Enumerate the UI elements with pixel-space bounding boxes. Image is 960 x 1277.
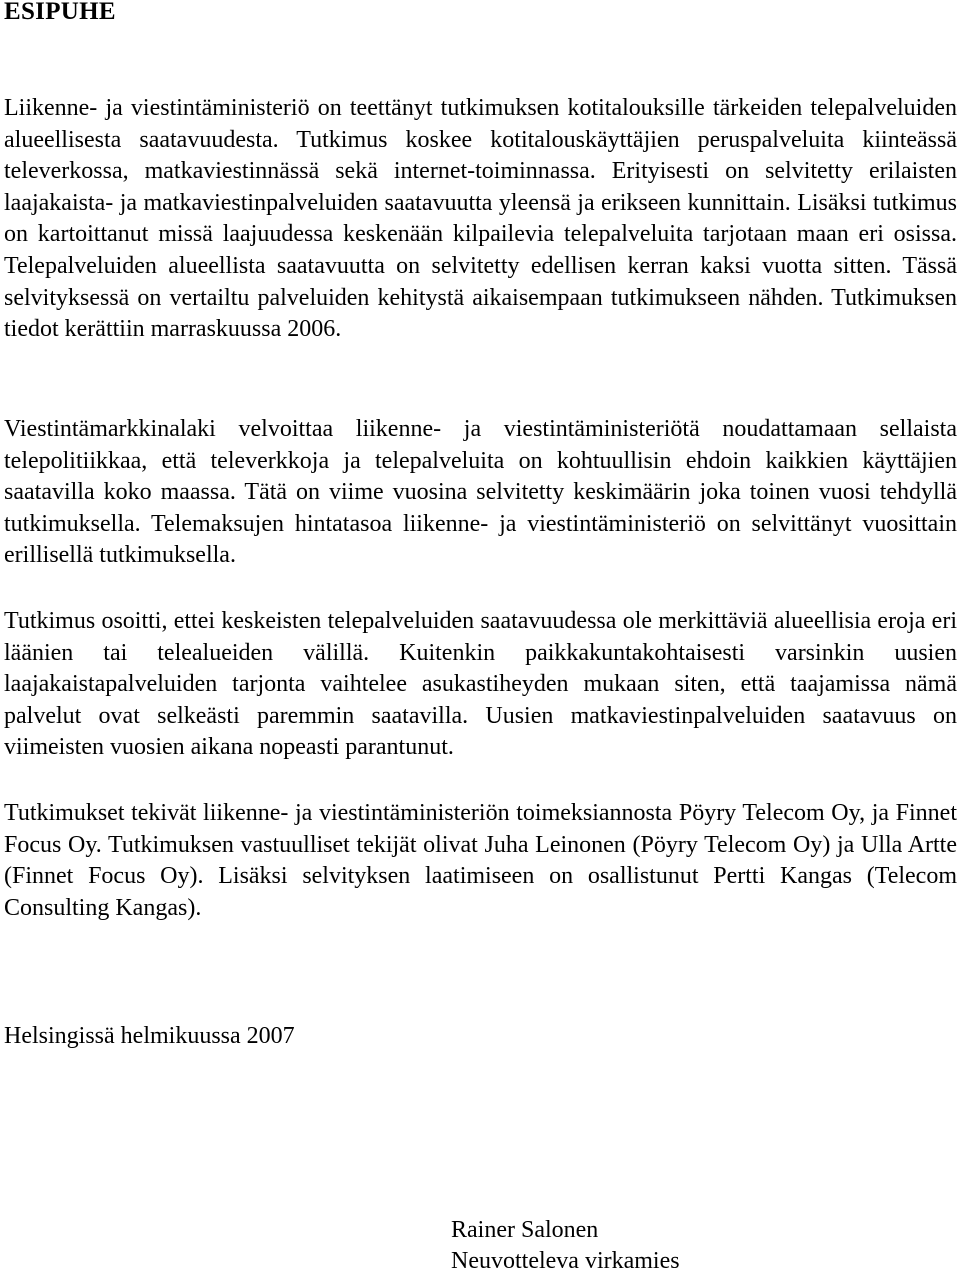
signature-block [451, 1215, 680, 1277]
document-page [4, 0, 957, 1274]
paragraph-findings: Tutkimus osoitti, ettei keskeisten telepalveluiden saatavuudessa ole merkittäviä alueellisia eroja eri läänien tai telealueiden välillä. Kuitenkin paikkakuntakohtaisesti varsinkin uusien laajakaistapalveluiden tarjonta vaihtelee asukastiheyden mukaan siten, että taajamissa nämä palvelut ovat selkeästi paremmin saatavilla. Uusien matkaviestinpalveluiden saatavuus on viimeisten vuosien aikana nopeasti parantunut. [4, 608, 957, 761]
signatory-title: Neuvotteleva virkamies [451, 1248, 680, 1274]
place-and-date: Helsingissä helmikuussa 2007 [4, 1023, 295, 1049]
paragraph-intro: Liikenne- ja viestintäministeriö on teettänyt tutkimuksen kotitalouksille tärkeiden telepalveluiden alueellisesta saatavuudesta. Tutkimus koskee kotitalouskäyttäjien peruspalveluita kiinteässä televerkossa, matkaviestinnässä sekä internet-toiminnassa. Erityisesti on selvitetty erilaisten laajakaista- ja matkaviestinpalveluiden saatavuutta yleensä ja erikseen kunnittain. Lisäksi tutkimus on kartoittanut missä laajuudessa keskenään kilpailevia telepalveluita tarjotaan maan eri osissa. Telepalveluiden alueellista saatavuutta on selvitetty edellisen kerran kaksi vuotta sitten. Tässä selvityksessä on vertailtu palveluiden kehitystä aikaisempaan tutkimukseen nähden. Tutkimuksen tiedot kerättiin marraskuussa 2006. [4, 95, 957, 343]
page-title: ESIPUHE [4, 0, 116, 25]
paragraph-legislation: Viestintämarkkinalaki velvoittaa liikenne- ja viestintäministeriötä noudattamaan sellaista telepolitiikkaa, että televerkkoja ja telepalveluita on kohtuullisin ehdoin kaikkien käyttäjien saatavilla koko maassa. Tätä on viime vuosina selvitetty keskimäärin joka toinen vuosi tehdyllä tutkimuksella. Telemaksujen hintatasoa liikenne- ja viestintäministeriö on selvittänyt vuosittain erillisellä tutkimuksella. [4, 416, 957, 569]
paragraph-authors: Tutkimukset tekivät liikenne- ja viestintäministeriön toimeksiannosta Pöyry Telecom Oy, ja Finnet Focus Oy. Tutkimuksen vastuulliset tekijät olivat Juha Leinonen (Pöyry Telecom Oy) ja Ulla Artte (Finnet Focus Oy). Lisäksi selvityksen laatimiseen on osallistunut Pertti Kangas (Telecom Consulting Kangas). [4, 800, 957, 921]
signatory-name: Rainer Salonen [451, 1217, 599, 1243]
